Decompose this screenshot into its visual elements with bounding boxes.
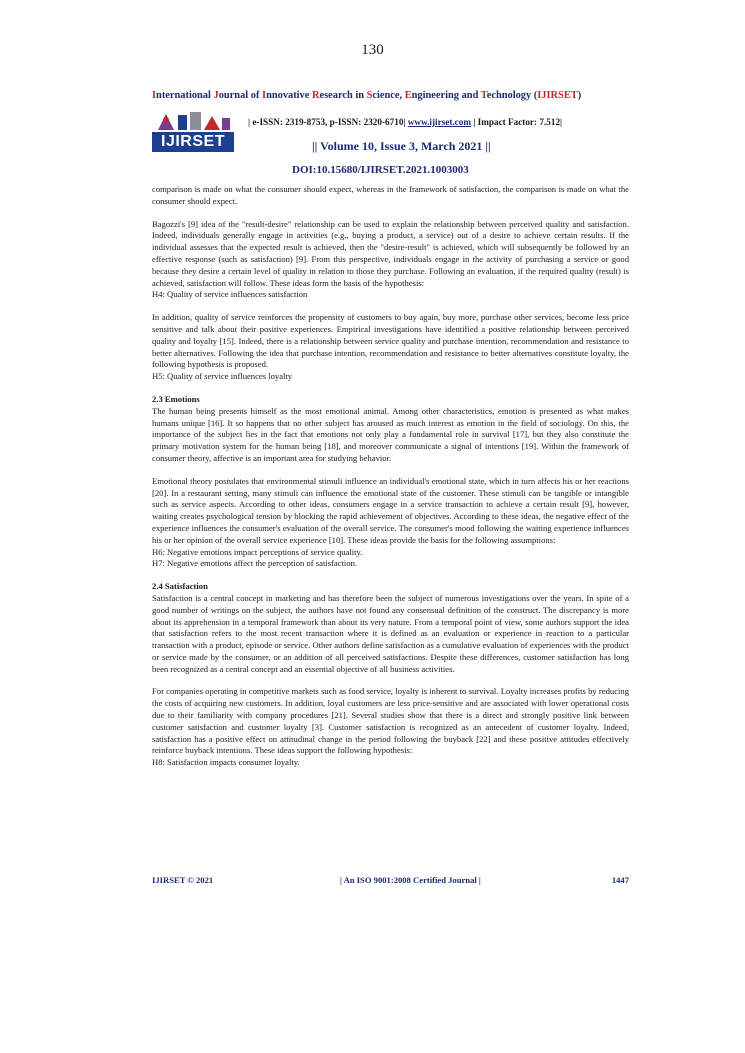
impact-factor: | Impact Factor: 7.512| <box>471 117 563 127</box>
title-part: Innovative <box>262 90 312 101</box>
paragraph-bagozzi: Bagozzi's [9] idea of the "result-desire" relationship can be used to explain the relationship between perceived quality and satisfaction. Indeed, individuals generally engage in activities (e.g., buying a product, a service) out of a desire to achieve certain results. If the individual assesses that the expected result is achieved, then the "desire-result" is achieved, which will subsequently be followed by an effective response (such as satisfaction) [9]. From this perspective, individuals engage in the activity of purchasing a service or good because they desire a certain level of quality in relation to those they purchase. Following an evaluation, if the required quality (result) is achieved, satisfaction will follow. These ideas form the basis of the hypothesis: <box>152 218 629 288</box>
title-part: IJIRSET) <box>537 90 582 101</box>
section-heading-emotions: 2.3 Emotions <box>152 393 200 404</box>
doi: DOI:10.15680/IJIRSET.2021.1003003 <box>292 164 469 176</box>
journal-title <box>152 90 632 101</box>
page-number: 130 <box>361 42 384 58</box>
title-part: Science, <box>366 90 405 101</box>
footer-certification: | An ISO 9001:2008 Certified Journal | <box>340 875 481 885</box>
logo-emblem-icon <box>152 110 234 132</box>
website-link[interactable]: www.ijirset.com <box>407 117 472 127</box>
paragraph-emotions: The human being presents himself as the most emotional animal. Among other characteristics, emotion is presented as what makes humans unique [16]. It so happens that no other subject has aroused as much interest as emotion in the field of sociology. On this, the importance of the subject lies in the fact that emotions not only play a fundamental role in survival [17], but they also constitute the primary motivation system for the human being [18], and moreover communicate a signal of intentions [19]. Within the framework of consumer theory, affective is an important area for studying behavior. <box>152 405 629 463</box>
hypothesis-h6: H6: Negative emotions impact perceptions of service quality. <box>152 546 363 557</box>
paragraph-loyalty: In addition, quality of service reinforces the propensity of customers to buy again, buy more, purchase other services, become less price sensitive and talk about their positive experiences. Empirical investigations have identified a positive relationship between perceived quality and loyalty [15]. Indeed, there is a relationship between service quality and purchase intention, recommendation and resistance to better alternatives. Following the idea that purchase intention, recommendation and resistance to better alternatives constitute loyalty, the following hypothesis is proposed. <box>152 312 629 370</box>
section-heading-satisfaction: 2.4 Satisfaction <box>152 581 208 592</box>
hypothesis-h5: H5: Quality of service influences loyalty <box>152 371 293 382</box>
logo-wordmark: IJIRSET <box>152 132 234 152</box>
hypothesis-h4: H4: Quality of service influences satisfaction <box>152 289 308 300</box>
paragraph-companies: For companies operating in competitive markets such as food service, loyalty is inherent to survival. Loyalty increases profits by reducing the costs of acquiring new customers. In addition, loyal customers are less price-sensitive and are associated with lower operational costs due to their familiarity with company procedures [21]. Several studies show that there is a direct and strongly positive link between customer satisfaction and customer loyalty [3]. Customer satisfaction is recognized as an antecedent of customer loyalty. Indeed, satisfaction has a positive effect on attitudinal change in the period following the buyback [22] and these positive attitudes effectively reinforce buyback intentions. These ideas support the following hypothesis: <box>152 686 629 756</box>
hypothesis-h8: H8: Satisfaction impacts consumer loyalty. <box>152 757 300 768</box>
page-footer <box>152 875 629 889</box>
article-body <box>152 184 629 769</box>
issn-text: | e-ISSN: 2319-8753, p-ISSN: 2320-6710| <box>248 117 408 127</box>
title-part: International <box>152 90 214 101</box>
issn-line <box>248 117 562 127</box>
paragraph-intro: comparison is made on what the consumer should expect, whereas in the framework of satisfaction, the comparison is made on what the consumer should expect. <box>152 184 629 206</box>
title-part: Journal of <box>213 90 263 101</box>
volume-issue: || Volume 10, Issue 3, March 2021 || <box>312 139 491 153</box>
hypothesis-h7: H7: Negative emotions affect the perception of satisfaction. <box>152 558 358 569</box>
title-part: Technology ( <box>480 90 538 101</box>
journal-logo <box>152 110 234 152</box>
footer-copyright: IJIRSET © 2021 <box>152 875 214 885</box>
title-part: Engineering and <box>404 90 481 101</box>
footer-page-number: 1447 <box>611 875 629 885</box>
paragraph-emotional-theory: Emotional theory postulates that environmental stimuli influence an individual's emotional state, which in turn affects his or her reactions [20]. In a restaurant setting, many stimuli can influence the emotional state of the customer. These stimuli can be tangible or intangible such as service aspects. According to other ideas, consumers engage in a service transaction to achieve a certain result [9], however, waiting creates psychological tension by blocking the rapid achievement of objectives. According to these ideas, the negative effect of the experience influences the consumer's evaluation of the overall service. The consumer's mood following the waiting experience influences his or her opinion of the overall service experience [10]. These ideas provide the basis for the following assumptions: <box>152 475 629 545</box>
title-part: Research in <box>311 90 367 101</box>
paragraph-satisfaction: Satisfaction is a central concept in marketing and has therefore been the subject of numerous investigations over the years. In spite of a good number of writings on the subject, the authors have not found any consensual definition of the construct. The discrepancy is more about its apprehension in a temporal framework than about its very nature. From a temporal point of view, some authors support the idea that satisfaction refers to the most recent transaction where it is defined as an evaluation or experience in reaction to a particular transaction with a product, episode or service. Other authors define satisfaction as a cumulative evaluation of experiences with the product or service made by the consumer, or an addition of all perceived satisfactions. Despite these differences, customer satisfaction has long been recognized as a central concept and an essential objective of all business activities. <box>152 592 629 674</box>
